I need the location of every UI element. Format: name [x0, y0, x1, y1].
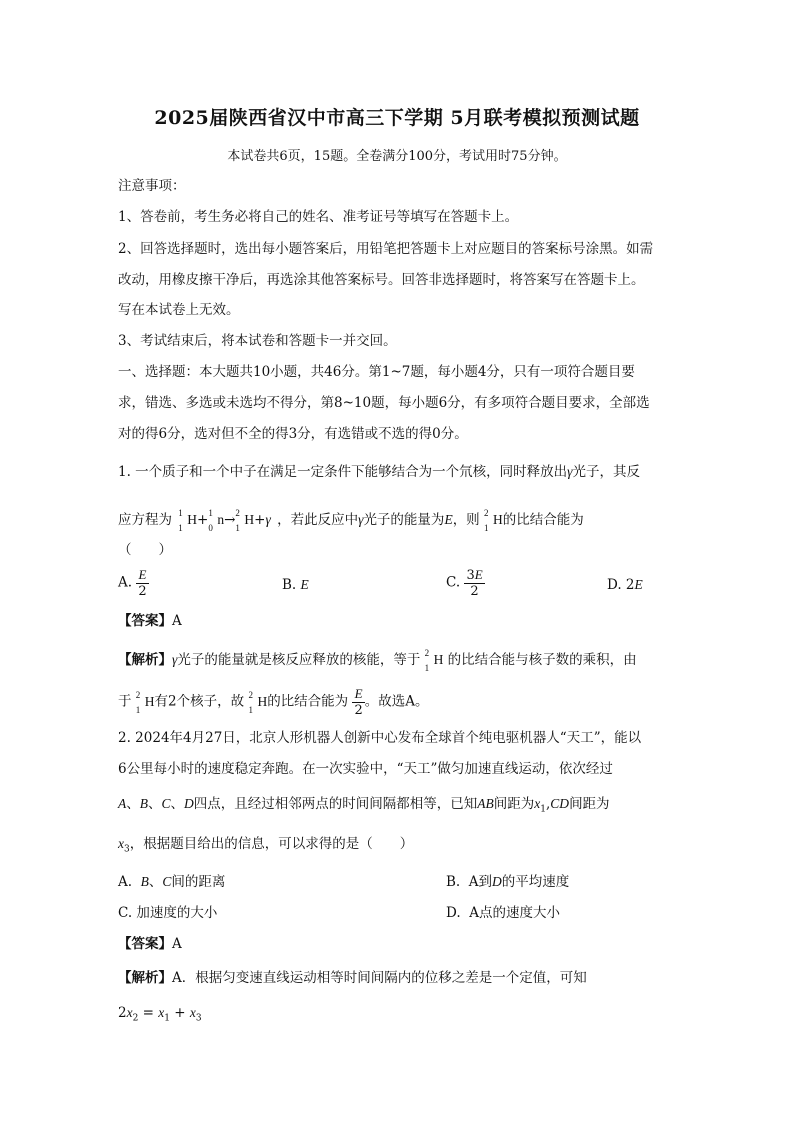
q2-option-c: C. 加速度的大小	[118, 905, 218, 921]
note-2b: 改动，用橡皮擦干净后，再选涂其他答案标号。回答非选择题时，将答案写在答题卡上。	[118, 272, 645, 288]
q1-line-1: 1. 一个质子和一个中子在满足一定条件下能够结合为一个氘核，同时释放出γ光子，其反	[118, 464, 640, 480]
q2-formula: $2x_2 = x_1 + x_3$	[118, 1005, 202, 1024]
section-intro-1: 一、选择题：本大题共10小题，共46分。第1~7题，每小题4分，只有一项符合题目要	[118, 364, 635, 380]
q1-text-2c: 光子的能量为	[363, 512, 445, 528]
q1-paren: （ ）	[118, 542, 172, 558]
q2-explanation-1: 【解析】A．根据匀变速直线运动相等时间间隔内的位移之差是一个定值，可知	[118, 970, 587, 986]
q1-text-1a: 1. 一个质子和一个中子在满足一定条件下能够结合为一个氘核，同时释放出	[118, 464, 568, 480]
section-intro-2: 求，错选、多选或未选均不得分，第8~10题，每小题6分，有多项符合题目要求，全部选	[118, 395, 650, 411]
q2-line-3: A、B、C、D四点，且经过相邻两点的时间间隔都相等，已知AB间距为$x_1,CD$间距为	[118, 796, 610, 815]
page-title: 2025届陕西省汉中市高三下学期 5月联考模拟预测试题	[154, 107, 640, 129]
q1-text-2e: 的比结合能为	[502, 512, 584, 528]
q1-option-a: A. $\frac{E}{2}$	[118, 567, 147, 599]
q1-explanation-1: 【解析】γ光子的能量就是核反应释放的核能，等于 2 1 H 的比结合能与核子数的乘积，由	[118, 648, 637, 673]
q2-option-a: A. B、C间的距离	[118, 874, 226, 890]
q2-line-2: 6公里每小时的速度稳定奔跑。在一次实验中，“天工”做匀加速直线运动，依次经过	[118, 761, 613, 777]
q2-option-d: D. A点的速度大小	[446, 905, 560, 921]
q2-line-1: 2. 2024年4月27日，北京人形机器人创新中心发布全球首个纯电驱机器人“天工”，能以	[118, 730, 642, 746]
q2-option-b: B. A到D的平均速度	[446, 874, 570, 890]
q1-line-2: 应方程为 1 1 H+ 1 0 n→ 2 1 H+γ ，若此反应中γ光子的能量为E，则 2 1 H的比结合能为	[118, 508, 584, 533]
q1-answer: 【答案】A	[118, 613, 182, 629]
note-2c: 写在本试卷上无效。	[118, 302, 240, 318]
exam-info: 本试卷共6页，15题。全卷满分100分，考试用时75分钟。	[227, 149, 567, 164]
section-intro-3: 对的得6分，选对但不全的得3分，有选错或不选的得0分。	[118, 426, 468, 442]
notes-heading: 注意事项：	[118, 178, 186, 194]
q1-option-b: B. E	[282, 577, 309, 593]
q2-answer: 【答案】A	[118, 936, 182, 952]
q1-explanation-2: 于 2 1 H有2个核子，故 2 1 H的比结合能为 $\frac{E}{2}$ 。故选A。	[118, 686, 429, 718]
q2-line-4: $x_3$，根据题目给出的信息，可以求得的是（ ）	[118, 836, 414, 855]
note-2a: 2、回答选择题时，选出每小题答案后，用铅笔把答题卡上对应题目的答案标号涂黑。如需	[118, 241, 654, 257]
q1-text-2b: ，若此反应中	[277, 512, 359, 528]
note-1: 1、答卷前，考生务必将自己的姓名、准考证号等填写在答题卡上。	[118, 209, 519, 225]
q1-option-d: D. 2E	[607, 577, 643, 593]
q1-text-2a: 应方程为	[118, 512, 172, 528]
note-3: 3、考试结束后，将本试卷和答题卡一并交回。	[118, 333, 397, 349]
q1-text-2d: ，则	[452, 512, 480, 528]
reaction-equation: 1 1 H+ 1 0 n→ 2 1 H+γ	[178, 508, 271, 533]
q1-option-c: C. $\frac{3E}{2}$	[446, 567, 483, 599]
q1-text-1b: 光子，其反	[572, 464, 640, 480]
